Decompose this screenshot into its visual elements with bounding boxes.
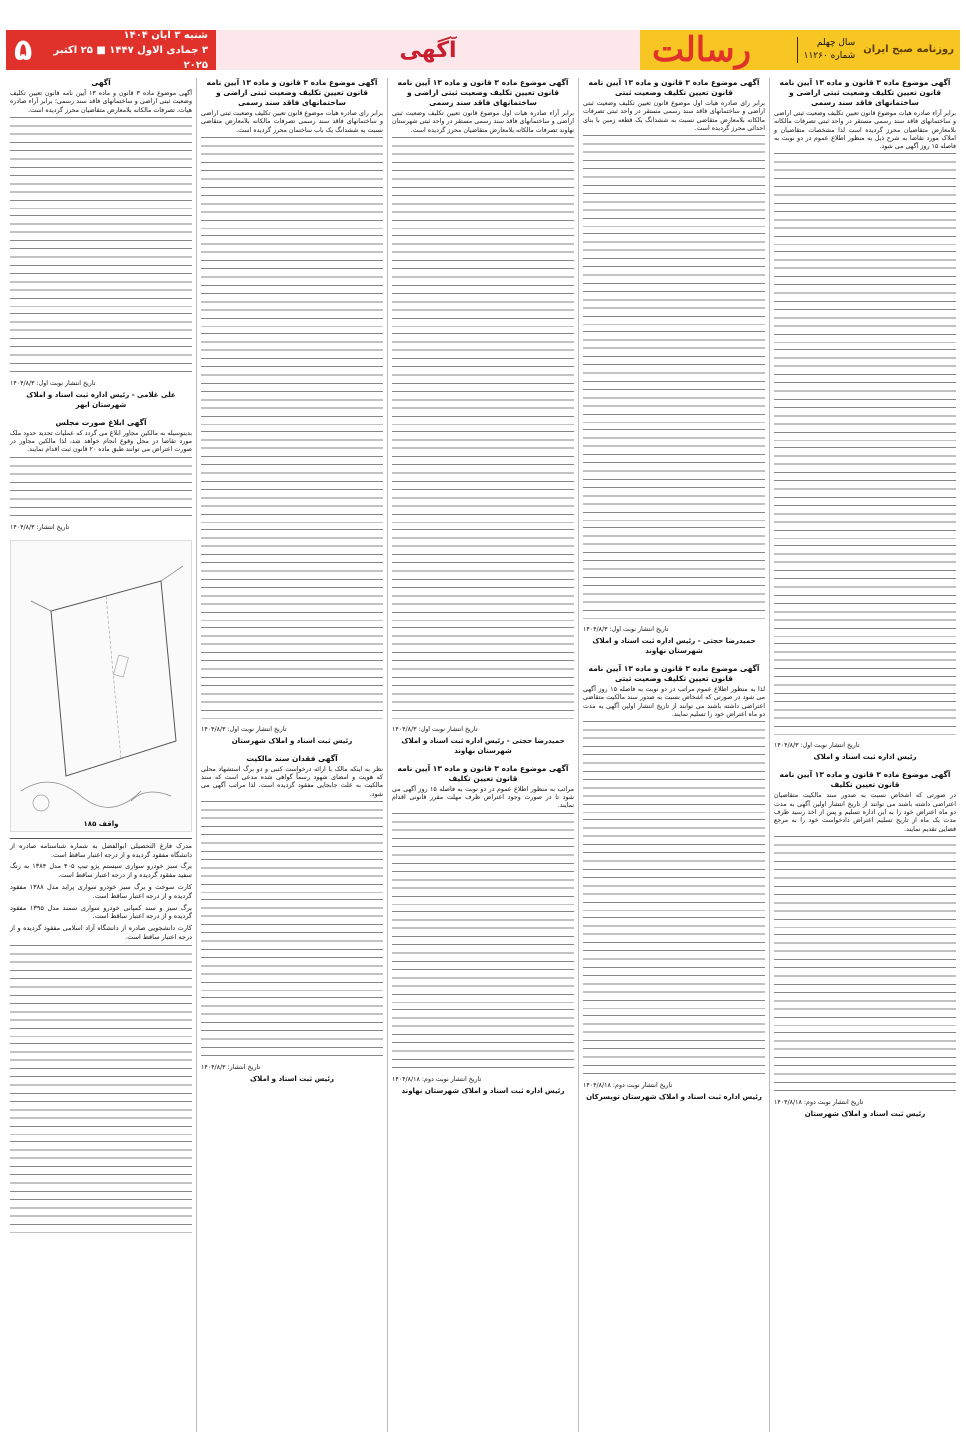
column-1 <box>769 78 960 1432</box>
ad-title: آگهی موضوع ماده ۳ قانون و ماده ۱۳ آیین نامه قانون تعیین تکلیف <box>397 763 569 783</box>
ad-body: نظر به اینکه مالک با ارائه درخواست کتبی و دو برگ استشهاد محلی که هویت و امضای شهود رسماً گواهی شده مدعی است که سند مالکیت به علت جابجایی مفقود گردیده است، لذا مراتب آگهی می شود. <box>201 765 383 798</box>
year-label: سال چهلم <box>816 38 856 48</box>
ad-date: تاریخ انتشار نوبت دوم: ۱۴۰۴/۸/۱۸ <box>774 1098 864 1106</box>
newspaper-logo[interactable]: رسالت <box>652 30 752 70</box>
map-caption: واقف ۱۸۵ <box>83 819 119 828</box>
ad-date: تاریخ انتشار نوبت اول: ۱۴۰۴/۸/۳ <box>392 725 478 733</box>
ad-text-lines <box>583 1015 765 1075</box>
ad-text-lines <box>392 235 574 327</box>
ad-block <box>774 78 956 762</box>
ad-text-lines <box>392 627 574 719</box>
date-persian: شنبه ۳ آبان ۱۴۰۴ <box>123 29 208 41</box>
ad-title: آگهی فقدان سند مالکیت <box>246 753 338 763</box>
ad-text-lines <box>392 431 574 523</box>
ad-columns <box>6 78 960 1432</box>
ad-text-lines <box>201 235 383 327</box>
survey-sketch-icon <box>11 541 191 831</box>
ad-block <box>10 418 192 532</box>
column-2 <box>578 78 769 1432</box>
ad-block <box>201 78 383 746</box>
ad-text-lines <box>392 529 574 621</box>
ad-title: آگهی موضوع ماده ۳ قانون و ماده ۱۳ آیین نامه قانون تعیین تکلیف وضعیت ثبتی اراضی و ساختمانهای فاقد سند رسمی <box>397 78 569 107</box>
ad-block <box>392 78 574 756</box>
ad-title: آگهی موضوع ماده ۳ قانون و ماده ۱۳ آیین نامه قانون تعیین تکلیف <box>779 770 951 790</box>
ad-text-lines <box>392 137 574 229</box>
ad-text-lines <box>774 836 956 928</box>
issue-label: شماره ۱۱۲۶۰ <box>803 51 856 61</box>
ad-text-lines <box>774 447 956 539</box>
ad-text-lines <box>583 331 765 423</box>
ad-text-lines <box>201 997 383 1057</box>
ad-title: آگهی موضوع ماده ۳ قانون و ماده ۱۳ آیین نامه قانون تعیین تکلیف وضعیت ثبتی اراضی و ساختمانهای فاقد سند رسمی <box>779 78 951 107</box>
column-5 <box>6 78 196 1432</box>
ad-body: لذا به منظور اطلاع عموم مراتب در دو نوبت به فاصله ۱۵ روز آگهی می شود در صورتی که اشخاص نسبت به صدور سند مالکیت متقاضی اعتراضی داشته باشند می توانند از تاریخ انتشار اولین آگهی به مدت دو ماه اعتراض خود را تسلیم نمایند. <box>583 686 765 719</box>
ad-signature: حمیدرضا حجتی - رئیس اداره ثبت اسناد و املاک شهرستان نهاوند <box>592 637 756 656</box>
ad-block <box>10 78 192 410</box>
ad-title: آگهی موضوع ماده ۳ قانون و ماده ۱۳ آیین نامه قانون تعیین تکلیف وضعیت ثبتی اراضی و ساختمانهای فاقد سند رسمی <box>206 78 378 107</box>
ad-text-lines <box>10 313 192 373</box>
ad-text-lines <box>774 643 956 735</box>
ad-text-lines <box>201 801 383 893</box>
section-title: آگهی <box>216 30 640 70</box>
ad-block <box>774 770 956 1118</box>
ad-text-lines <box>774 349 956 441</box>
notice-item: کارت سوخت و برگ سبز خودرو سواری پراید مدل ۱۳۸۸ مفقود گردیده و از درجه اعتبار ساقط است. <box>10 882 192 900</box>
ad-text-lines <box>583 527 765 619</box>
ad-body: آگهی موضوع ماده ۳ قانون و ماده ۱۳ آیین نامه قانون تعیین تکلیف وضعیت ثبتی اراضی و ساختمانهای فاقد سند رسمی؛ برابر آراء صادره هیات، تصرفات مالکانه بلامعارض متقاضیان محرز گردیده است. <box>10 90 192 114</box>
ad-title: آگهی <box>91 78 111 87</box>
ad-text-lines <box>201 899 383 991</box>
ad-body: برابر رای صادره هیات اول موضوع قانون تعیین تکلیف وضعیت ثبتی اراضی و ساختمانهای فاقد سند رسمی مستقر در واحد ثبتی تصرفات مالکانه بلامعارض متقاضی نسبت به ششدانگ یک قطعه زمین با بنای احداثی محرز گردیده است. <box>583 100 765 132</box>
tagline: روزنامه صبح ایران <box>863 44 954 55</box>
ad-text-lines <box>392 911 574 1003</box>
ad-text-lines <box>201 431 383 523</box>
masthead <box>6 30 960 70</box>
ad-text-lines <box>201 137 383 229</box>
ad-block <box>392 764 574 1096</box>
lost-documents-notices <box>10 838 192 1233</box>
notice-text-lines <box>10 1043 192 1135</box>
ad-block <box>583 78 765 656</box>
ad-date: تاریخ انتشار نوبت اول: ۱۴۰۴/۸/۳ <box>201 725 287 733</box>
property-survey-map <box>10 540 192 832</box>
ad-title: آگهی موضوع ماده ۳ قانون و ماده ۱۳ آیین نامه قانون تعیین تکلیف وضعیت ثبتی <box>588 78 760 97</box>
notice-text-lines <box>10 945 192 1037</box>
ad-date: تاریخ انتشار: ۱۴۰۴/۸/۳ <box>201 1064 261 1072</box>
ad-text-lines <box>201 333 383 425</box>
ad-date: تاریخ انتشار نوبت اول: ۱۴۰۴/۸/۳ <box>10 379 96 387</box>
ad-body: برابر آراء صادره هیات اول موضوع قانون تعیین تکلیف وضعیت ثبتی اراضی و ساختمانهای فاقد سند رسمی مستقر در واحد ثبتی شهرستان نهاوند تصرفات مالکانه بلامعارض متقاضیان محرز گردیده است. <box>392 110 574 134</box>
ad-body: مراتب به منظور اطلاع عموم در دو نوبت به فاصله ۱۵ روز آگهی می شود تا در صورت وجود اعتراض ظرف مهلت مقرر قانونی اقدام نمایند. <box>392 785 574 810</box>
ad-text-lines <box>774 545 956 637</box>
ad-signature: حمیدرضا حجتی - رئیس اداره ثبت اسناد و املاک شهرستان نهاوند <box>401 736 565 755</box>
ad-text-lines <box>392 333 574 425</box>
ad-text-lines <box>392 813 574 905</box>
date-block <box>6 30 216 70</box>
ad-signature: علی غلامی - رئیس اداره ثبت اسناد و املاک شهرستان ابهر <box>26 390 176 409</box>
ad-text-lines <box>10 117 192 209</box>
column-4 <box>196 78 387 1432</box>
ad-date: تاریخ انتشار: ۱۴۰۴/۸/۳ <box>10 523 70 531</box>
brand-block <box>640 30 960 70</box>
ad-signature: رئیس اداره ثبت اسناد و املاک <box>813 753 917 762</box>
ad-text-lines <box>774 153 956 245</box>
notice-item: برگ سبز خودرو سواری سیستم پژو تیپ ۴۰۵ مدل ۱۳۸۴ به رنگ سفید مفقود گردیده و از درجه اعتبار ساقط است. <box>10 862 192 880</box>
notice-text-lines <box>10 1141 192 1233</box>
ad-text-lines <box>774 934 956 1026</box>
notice-item: مدرک فارغ التحصیلی ابوالفضل به شماره شناسنامه صادره از دانشگاه مفقود گردیده و از درجه اعتبار ساقط است. <box>10 841 192 859</box>
ad-title: آگهی ابلاغ صورت مجلس <box>55 417 147 427</box>
ad-title: آگهی موضوع ماده ۳ قانون و ماده ۱۳ آیین نامه قانون تعیین تکلیف وضعیت ثبتی <box>588 664 760 684</box>
date-other: ۳ جمادی الاول ۱۴۴۷ ■ ۲۵ اکتبر ۲۰۲۵ <box>53 44 208 71</box>
issue-info <box>797 37 856 63</box>
ad-text-lines <box>774 251 956 343</box>
page-number: ۵ <box>14 32 33 68</box>
ad-signature: رئیس ثبت اسناد و املاک شهرستان <box>804 1109 926 1118</box>
ad-text-lines <box>583 135 765 227</box>
ad-signature: رئیس اداره ثبت اسناد و املاک شهرستان نهاوند <box>401 1086 565 1095</box>
notice-item: برگ سبز و سند کمپانی خودرو سواری سمند مدل ۱۳۹۵ مفقود گردیده و از درجه اعتبار ساقط است. <box>10 903 192 921</box>
ad-date: تاریخ انتشار نوبت اول: ۱۴۰۴/۸/۳ <box>774 742 860 750</box>
ad-text-lines <box>583 917 765 1009</box>
notice-item: کارت دانشجویی صادره از دانشگاه آزاد اسلامی مفقود گردیده و از درجه اعتبار ساقط است. <box>10 924 192 941</box>
ad-body: بدینوسیله به مالکین مجاور ابلاغ می گردد که عملیات تحدید حدود ملک مورد تقاضا در محل وقوع انجام خواهد شد، لذا مالکین مجاور در صورت اعتراض می توانند طبق ماده ۲۰ قانون ثبت اقدام نمایند. <box>10 429 192 454</box>
ad-text-lines <box>10 457 192 517</box>
ad-block <box>583 664 765 1102</box>
ad-body: برابر رای صادره هیات موضوع قانون تعیین تکلیف وضعیت ثبتی اراضی و ساختمانهای فاقد سند رسمی تصرفات مالکانه بلامعارض متقاضی نسبت به ششدانگ یک باب ساختمان محرز گردیده است. <box>201 110 383 134</box>
ad-text-lines <box>583 819 765 911</box>
ad-text-lines <box>583 429 765 521</box>
ad-body: برابر آراء صادره هیات موضوع قانون تعیین تکلیف وضعیت ثبتی اراضی و ساختمانهای فاقد سند رسمی مستقر در واحد ثبتی تصرفات مالکانه بلامعارض متقاضیان محرز گردیده است لذا مشخصات متقاضیان و املاک مورد تقاضا به شرح ذیل به منظور اطلاع عموم در دو نوبت به فاصله ۱۵ روز آگهی می شود. <box>774 110 956 151</box>
ad-text-lines <box>392 1009 574 1069</box>
ad-text-lines <box>583 721 765 813</box>
ad-signature: رئیس ثبت اسناد و املاک شهرستان <box>231 736 353 745</box>
ad-text-lines <box>201 627 383 719</box>
ad-signature: رئیس اداره ثبت اسناد و املاک شهرستان تویسرکان <box>586 1093 762 1102</box>
ad-date: تاریخ انتشار نوبت دوم: ۱۴۰۴/۸/۱۸ <box>583 1082 673 1090</box>
ad-body: در صورتی که اشخاص نسبت به صدور سند مالکیت متقاضیان اعتراضی داشته باشند می توانند از تاریخ انتشار اولین آگهی به مدت دو ماه اعتراض خود را به این اداره تسلیم و پس از اخذ رسید ظرف مدت یک ماه از تاریخ تسلیم اعتراض دادخواست خود را به مرجع قضایی تقدیم نمایند. <box>774 792 956 833</box>
ad-signature: رئیس ثبت اسناد و املاک <box>250 1075 334 1084</box>
ad-date: تاریخ انتشار نوبت دوم: ۱۴۰۴/۸/۱۸ <box>392 1075 482 1083</box>
ad-block <box>201 754 383 1084</box>
ad-text-lines <box>774 1032 956 1092</box>
ad-text-lines <box>201 529 383 621</box>
ad-text-lines <box>583 233 765 325</box>
column-3 <box>387 78 578 1432</box>
ad-text-lines <box>10 215 192 307</box>
ad-date: تاریخ انتشار نوبت اول: ۱۴۰۴/۸/۳ <box>583 626 669 634</box>
